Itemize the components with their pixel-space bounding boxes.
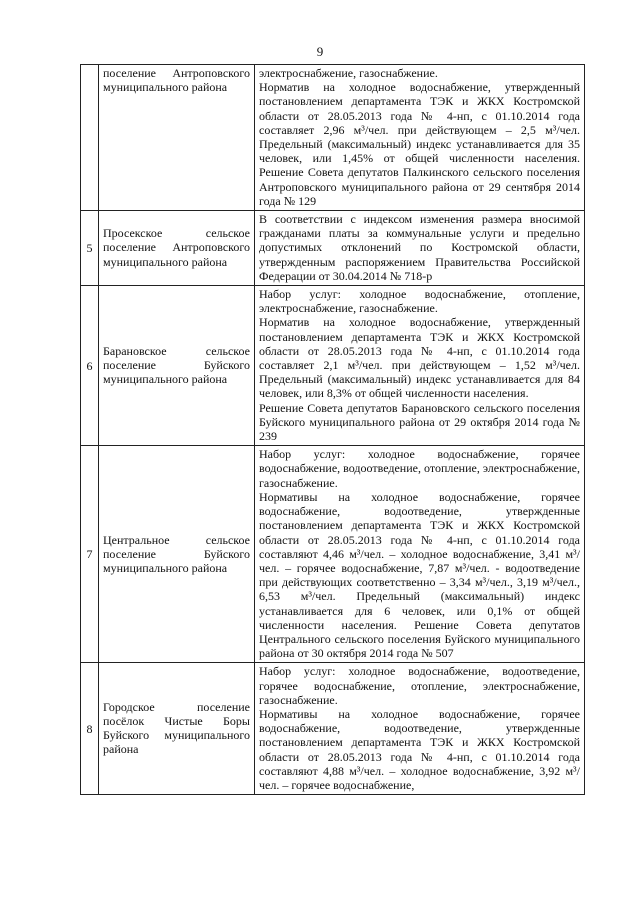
table-row	[81, 446, 585, 663]
page-number: 9	[316, 44, 324, 59]
table-row	[81, 286, 585, 446]
row-number: 7	[81, 446, 99, 663]
settlement-name: Барановское сельское поселение Буйского муниципального района	[99, 286, 255, 446]
description-paragraph: Нормативы на холодное водоснабжение, горячее водоснабжение, водоотведение, утвержденные постановлением департамента ТЭК и ЖКХ Костромской области от 28.05.2013 года № 4-нп, с 01.10.2014 года составляют 4,88 м³/чел. – холодное водоснабжение, 3,92 м³/чел. – горячее водоснабжение,	[259, 706, 580, 792]
description-paragraph: Нормативы на холодное водоснабжение, горячее водоснабжение, водоотведение, утвержденные постановлением департамента ТЭК и ЖКХ Костромской области от 28.05.2013 года № 4-нп, с 01.10.2014 года составляют 4,46 м³/чел. – холодное водоснабжение, 3,41 м³/чел. – горячее водоснабжение, 7,87 м³/чел. - водоотведение при действующих соответственно – 3,34 м³/чел., 3,19 м³/чел., 6,53 м³/чел. Предельный (максимальный) индекс устанавливается для 6 человек, или 0,1% от общей численности населения. Решение Совета депутатов Центрального сельского поселения Буйского муниципального района от 30 октября 2014 года № 507	[259, 489, 580, 661]
description-paragraph: В соответствии с индексом изменения размера вносимой гражданами платы за коммунальные услуги и предельно допустимых отклонений по Костромской области, утвержденным распоряжением Правительства Российской Федерации от 30.04.2014 № 718-р	[259, 212, 580, 283]
settlement-description	[255, 663, 585, 795]
description-paragraph: Набор услуг: холодное водоснабжение, водоотведение, горячее водоснабжение, отопление, электроснабжение, газоснабжение.	[259, 664, 580, 707]
row-number: 6	[81, 286, 99, 446]
description-paragraph: электроснабжение, газоснабжение.	[259, 66, 438, 80]
description-paragraph: Норматив на холодное водоснабжение, утвержденный постановлением департамента ТЭК и ЖКХ Костромской области от 28.05.2013 года № 4-нп, с 01.10.2014 года составляет 2,1 м³/чел. при действующем – 1,52 м³/чел. Предельный (максимальный) индекс устанавливается для 84 человек, или 8,3% от общей численности населения.	[259, 315, 580, 401]
settlements-table	[80, 64, 585, 795]
row-number	[81, 65, 99, 211]
settlement-name: Центральное сельское поселение Буйского муниципального района	[99, 446, 255, 663]
table-row	[81, 663, 585, 795]
table-row	[81, 65, 585, 211]
description-paragraph: Решение Совета депутатов Барановского сельского поселения Буйского муниципального района от 29 октября 2014 года № 239	[259, 400, 580, 444]
settlement-name: Городское поселение посёлок Чистые Боры Буйского муниципального района	[99, 663, 255, 795]
description-paragraph: Набор услуг: холодное водоснабжение, отопление, электроснабжение, газоснабжение.	[259, 287, 580, 316]
description-paragraph: Норматив на холодное водоснабжение, утвержденный постановлением департамента ТЭК и ЖКХ Костромской области от 28.05.2013 года № 4-нп, с 01.10.2014 года составляет 2,96 м³/чел. при действующем – 2,5 м³/чел. Предельный (максимальный) индекс устанавливается для 35 человек, или 1,45% от общей численности населения. Решение Совета депутатов Палкинского сельского поселения Антроповского муниципального района от 29 сентября 2014 года № 129	[259, 80, 580, 208]
settlement-description	[255, 446, 585, 663]
row-number: 5	[81, 211, 99, 286]
settlement-description	[255, 286, 585, 446]
settlement-name: Просекское сельское поселение Антроповского муниципального района	[99, 211, 255, 286]
settlement-description	[255, 211, 585, 286]
description-paragraph: Набор услуг: холодное водоснабжение, горячее водоснабжение, водоотведение, отопление, электроснабжение, газоснабжение.	[259, 447, 580, 490]
settlement-name: поселение Антроповского муниципального района	[99, 65, 255, 211]
settlement-description	[255, 65, 585, 211]
row-number: 8	[81, 663, 99, 795]
table-row	[81, 211, 585, 286]
